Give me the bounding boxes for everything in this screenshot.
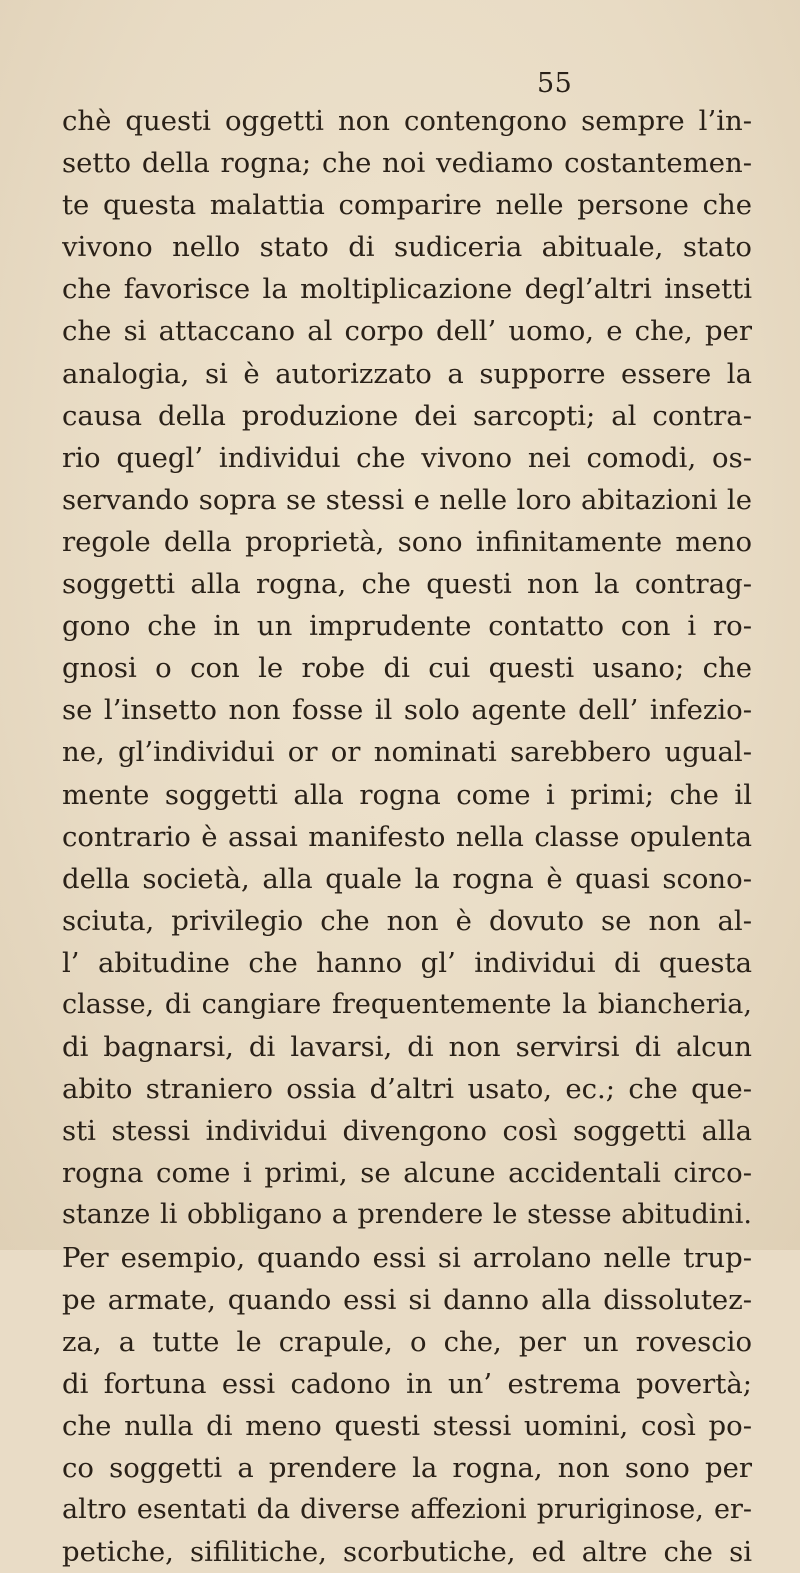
text-line: petiche, sifilitiche, scorbutiche, ed altre che si: [62, 1536, 752, 1569]
text-line: che nulla di meno questi stessi uomini, così po-: [62, 1409, 752, 1442]
text-line: che favorisce la moltiplicazione degl’altri insetti: [62, 273, 752, 306]
text-line: regole della proprietà, sono infinitamente meno: [62, 525, 752, 558]
text-line: di fortuna essi cadono in un’ estrema povertà;: [62, 1367, 752, 1400]
text-line: servando sopra se stessi e nelle loro abitazioni le: [62, 483, 752, 516]
page-number: 55: [537, 68, 573, 99]
text-line: vivono nello stato di sudiceria abituale, stato: [62, 231, 752, 264]
text-line: se l’insetto non fosse il solo agente dell’ infezio-: [62, 694, 752, 727]
text-line: analogia, si è autorizzato a supporre essere la: [62, 357, 752, 390]
text-line: rogna come i primi, se alcune accidentali circo-: [62, 1157, 752, 1190]
text-line: di bagnarsi, di lavarsi, di non servirsi di alcun: [62, 1031, 752, 1064]
text-line: l’ abitudine che hanno gl’ individui di questa: [62, 946, 752, 979]
text-line: contrario è assai manifesto nella classe opulenta: [62, 820, 752, 853]
text-line: gono che in un imprudente contatto con i ro-: [62, 610, 752, 643]
text-line: rio quegl’ individui che vivono nei comodi, os-: [62, 441, 752, 474]
text-line: soggetti alla rogna, che questi non la contrag-: [62, 568, 752, 601]
text-line: che si attaccano al corpo dell’ uomo, e che, per: [62, 315, 752, 348]
body-text: [62, 100, 752, 1573]
text-line: classe, di cangiare frequentemente la biancheria,: [62, 988, 752, 1020]
text-line: altro esentati da diverse affezioni pruriginose, er-: [62, 1494, 752, 1526]
text-line: za, a tutte le crapule, o che, per un rovescio: [62, 1325, 752, 1358]
text-line: sti stessi individui divengono così soggetti alla: [62, 1115, 752, 1148]
text-line: co soggetti a prendere la rogna, non sono per: [62, 1452, 752, 1484]
text-line: chè questi oggetti non contengono sempre l’in-: [62, 105, 752, 137]
text-line: causa della produzione dei sarcopti; al contra-: [62, 399, 752, 432]
text-line: setto della rogna; che noi vediamo costantemen-: [62, 147, 752, 180]
text-line: Per esempio, quando essi si arrolano nelle trup-: [62, 1241, 752, 1274]
text-line: ne, gl’individui or or nominati sarebbero ugual-: [62, 736, 752, 769]
text-line: sciuta, privilegio che non è dovuto se non al-: [62, 904, 752, 937]
text-line: abito straniero ossia d’altri usato, ec.; che que-: [62, 1073, 752, 1106]
text-line: pe armate, quando essi si danno alla dissolutez-: [62, 1283, 752, 1316]
text-line: te questa malattia comparire nelle persone che: [62, 189, 752, 222]
text-line: mente soggetti alla rogna come i primi; che il: [62, 778, 752, 811]
text-line: gnosi o con le robe di cui questi usano; che: [62, 652, 752, 685]
text-line: della società, alla quale la rogna è quasi scono-: [62, 862, 752, 895]
text-line: stanze li obbligano a prendere le stesse abitudini.: [62, 1199, 752, 1231]
